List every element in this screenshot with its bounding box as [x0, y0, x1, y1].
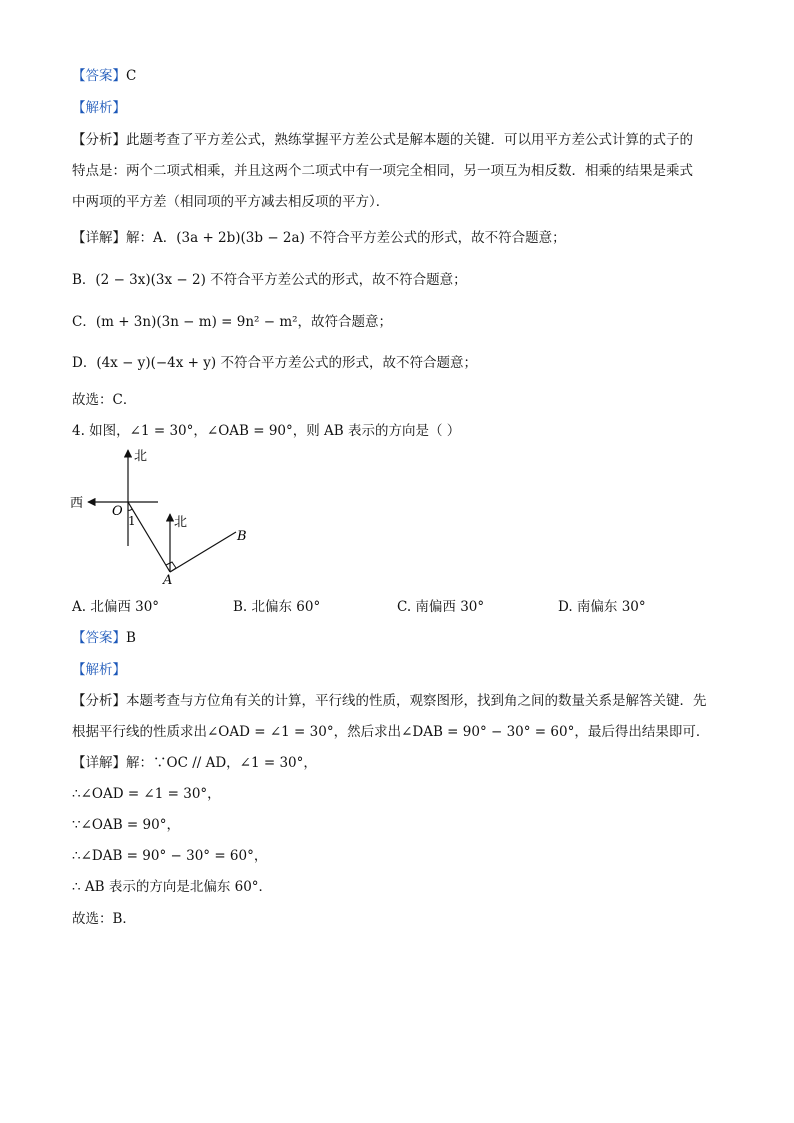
- q3-fenxi-line2: 特点是：两个二项式相乘，并且这两个二项式中有一项完全相同，另一项互为相反数．相乘的结果是乘式: [72, 163, 693, 179]
- answer-tag: 【答案】: [72, 68, 126, 84]
- label-north-top: 北: [134, 449, 148, 464]
- q3-detail-d: D．(4x − y)(−4x + y) 不符合平方差公式的形式，故不符合题意；: [72, 355, 477, 371]
- detail-tag: 【详解】: [72, 755, 126, 771]
- angle-1-arc: [128, 509, 132, 510]
- q4-fenxi-line1: [72, 691, 707, 711]
- q4-choose: 故选：B．: [72, 911, 136, 927]
- fenxi-text: 此题考查了平方差公式，熟练掌握平方差公式是解本题的关键．可以用平方差公式计算的式子的: [126, 132, 693, 148]
- label-a: A: [163, 573, 173, 588]
- label-angle-1: 1: [128, 514, 136, 528]
- direction-figure: [66, 444, 266, 594]
- q3-answer-line: [72, 66, 136, 86]
- q3-fenxi-line1: [72, 130, 693, 150]
- detail-text: 解：∵OC // AD，∠1 = 30°，: [126, 755, 317, 771]
- detail-tag: 【详解】: [72, 230, 126, 246]
- label-west: 西: [70, 496, 84, 511]
- option-d: D. 南偏东 30°: [558, 599, 646, 615]
- detail-text: 解：A．(3a + 2b)(3b − 2a) 不符合平方差公式的形式，故不符合题意；: [126, 230, 566, 246]
- option-b: B. 北偏东 60°: [233, 599, 321, 615]
- q3-choose: 故选：C．: [72, 392, 137, 408]
- q4-analysis-heading: [72, 660, 126, 680]
- option-c: C. 南偏西 30°: [397, 599, 485, 615]
- fenxi-text: 本题考查与方位角有关的计算，平行线的性质，观察图形，找到角之间的数量关系是解答关键．先: [126, 693, 707, 709]
- q4-detail-5: ∴ AB 表示的方向是北偏东 60°．: [72, 879, 273, 895]
- q3-detail-a: [72, 228, 566, 248]
- label-o: O: [112, 504, 123, 519]
- q4-stem: 4. 如图，∠1 = 30°，∠OAB = 90°，则 AB 表示的方向是（ ）: [72, 423, 461, 439]
- answer-tag: 【答案】: [72, 630, 126, 646]
- answer-value: C: [126, 68, 137, 84]
- label-b: B: [237, 529, 247, 544]
- analysis-tag: 【解析】: [72, 662, 126, 678]
- fenxi-tag: 【分析】: [72, 693, 126, 709]
- q4-detail-4: ∴∠DAB = 90° − 30° = 60°，: [72, 848, 268, 864]
- answer-value: B: [126, 630, 136, 646]
- segment-oa: [128, 502, 170, 572]
- q3-analysis-heading: [72, 98, 126, 118]
- q4-answer-line: [72, 628, 136, 648]
- analysis-tag: 【解析】: [72, 100, 126, 116]
- label-north-mid: 北: [174, 515, 188, 530]
- q4-detail-2: ∴∠OAD = ∠1 = 30°，: [72, 786, 221, 802]
- fenxi-tag: 【分析】: [72, 132, 126, 148]
- option-a: A. 北偏西 30°: [72, 599, 160, 615]
- q4-detail-3: ∵∠OAB = 90°，: [72, 817, 180, 833]
- q4-fenxi-line2: 根据平行线的性质求出∠OAD = ∠1 = 30°，然后求出∠DAB = 90° − 30° = 60°，最后得出结果即可．: [72, 724, 710, 740]
- q4-detail-1: [72, 753, 317, 773]
- segment-ab: [170, 532, 236, 572]
- q3-detail-b: B．(2 − 3x)(3x − 2) 不符合平方差公式的形式，故不符合题意；: [72, 272, 467, 288]
- q3-fenxi-line3: 中两项的平方差（相同项的平方减去相反项的平方）．: [72, 194, 390, 210]
- q3-detail-c: C．(m + 3n)(3n − m) = 9n² − m²，故符合题意；: [72, 314, 393, 330]
